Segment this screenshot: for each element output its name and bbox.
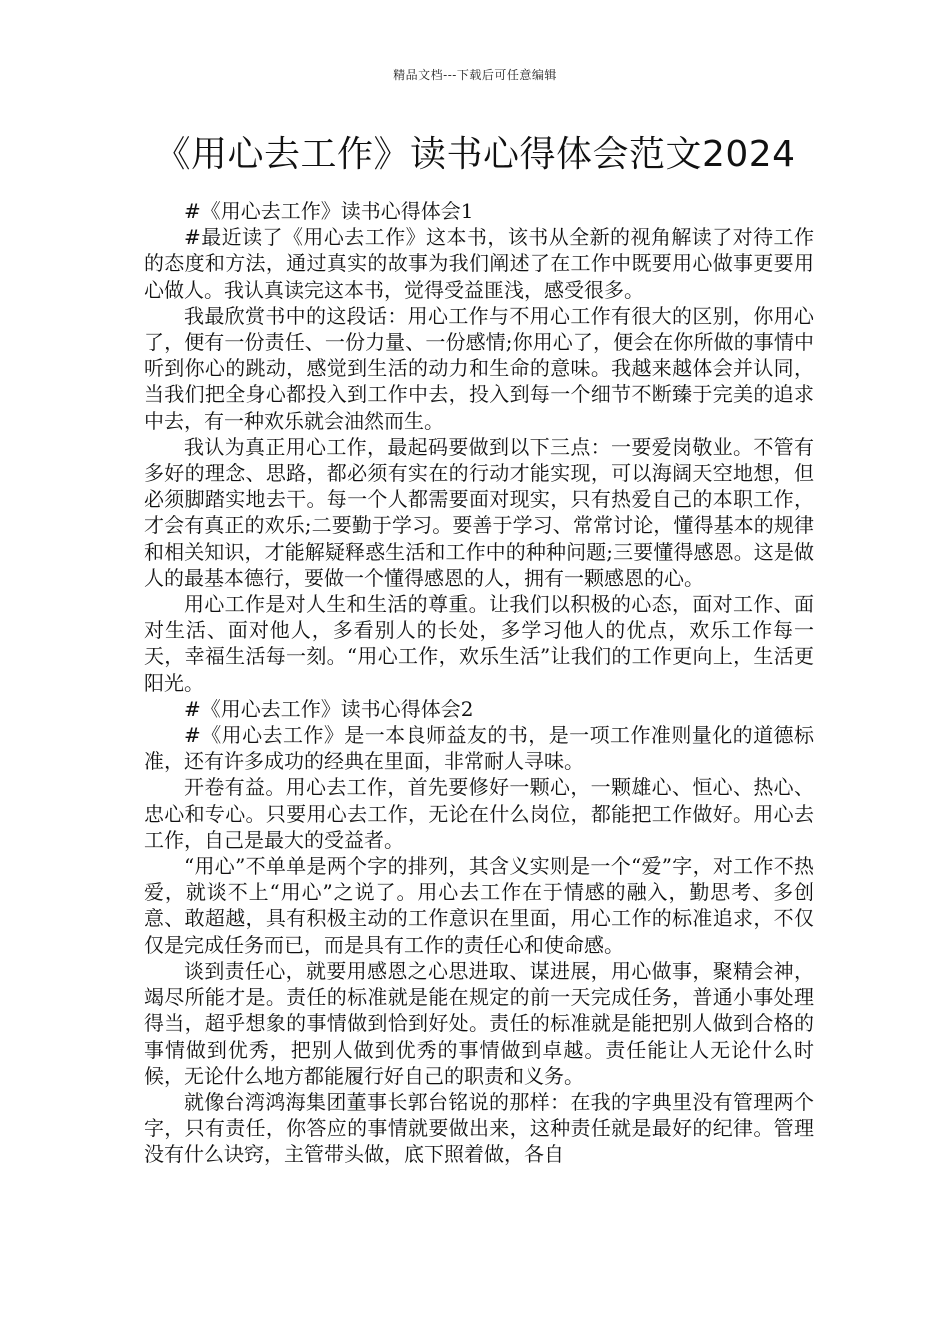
paragraph: 用心工作是对人生和生活的尊重。让我们以积极的心态，面对工作、面对生活、面对他人，多看别人的长处，多学习他人的优点，欢乐工作每一天，幸福生活每一刻。“用心工作，欢乐生活”让我们的工作更向上，生活更阳光。 xyxy=(144,592,814,695)
section-heading-2: #《用心去工作》读书心得体会2 xyxy=(184,696,474,721)
document-title: 《用心去工作》读书心得体会范文2024 xyxy=(154,134,796,175)
paragraph: 开卷有益。用心去工作，首先要修好一颗心，一颗雄心、恒心、热心、忠心和专心。只要用心去工作，无论在什么岗位，都能把工作做好。用心去工作，自己是最大的受益者。 xyxy=(144,775,814,852)
paragraph: 我最欣赏书中的这段话：用心工作与不用心工作有很大的区别，你用心了，便有一份责任、一份力量、一份感情;你用心了，便会在你所做的事情中听到你心的跳动，感觉到生活的动力和生命的意味。我越来越体会并认同，当我们把全身心都投入到工作中去，投入到每一个细节不断臻于完美的追求中去，有一种欢乐就会油然而生。 xyxy=(144,303,814,433)
paragraph: “用心”不单单是两个字的排列，其含义实则是一个“爱”字，对工作不热爱，就谈不上“用心”之说了。用心去工作在于情感的融入，勤思考、多创意、敢超越，具有积极主动的工作意识在里面，用心工作的标准追求，不仅仅是完成任务而已，而是具有工作的责任心和使命感。 xyxy=(144,854,814,957)
paragraph: #最近读了《用心去工作》这本书，该书从全新的视角解读了对待工作的态度和方法，通过真实的故事为我们阐述了在工作中既要用心做事更要用心做人。我认真读完这本书，觉得受益匪浅，感受很多。 xyxy=(144,225,814,302)
section-heading-1: #《用心去工作》读书心得体会1 xyxy=(184,199,474,223)
paragraph: 我认为真正用心工作，最起码要做到以下三点：一要爱岗敬业。不管有多好的理念、思路，都必须有实在的行动才能实现，可以海阔天空地想，但必须脚踏实地去干。每一个人都需要面对现实，只有热爱自己的本职工作，才会有真正的欢乐;二要勤于学习。要善于学习、常常讨论，懂得基本的规律和相关知识，才能解疑释惑生活和工作中的种种问题;三要懂得感恩。这是做人的最基本德行，要做一个懂得感恩的人，拥有一颗感恩的心。 xyxy=(144,434,814,590)
document-body xyxy=(144,198,814,1168)
page-header: 精品文档---下载后可任意编辑 xyxy=(393,68,557,82)
paragraph: 就像台湾鸿海集团董事长郭台铭说的那样：在我的字典里没有管理两个字，只有责任，你答应的事情就要做出来，这种责任就是最好的纪律。管理没有什么诀窍，主管带头做，底下照着做，各自 xyxy=(144,1089,814,1167)
paragraph: 谈到责任心，就要用感恩之心思进取、谋进展，用心做事，聚精会神，竭尽所能才是。责任的标准就是能在规定的前一天完成任务，普通小事处理得当，超乎想象的事情做到恰到好处。责任的标准就是能把别人做到合格的事情做到优秀，把别人做到优秀的事情做到卓越。责任能让人无论什么时候，无论什么地方都能履行好自己的职责和义务。 xyxy=(144,958,814,1088)
paragraph: #《用心去工作》是一本良师益友的书，是一项工作准则量化的道德标准，还有许多成功的经典在里面，非常耐人寻味。 xyxy=(144,723,814,774)
